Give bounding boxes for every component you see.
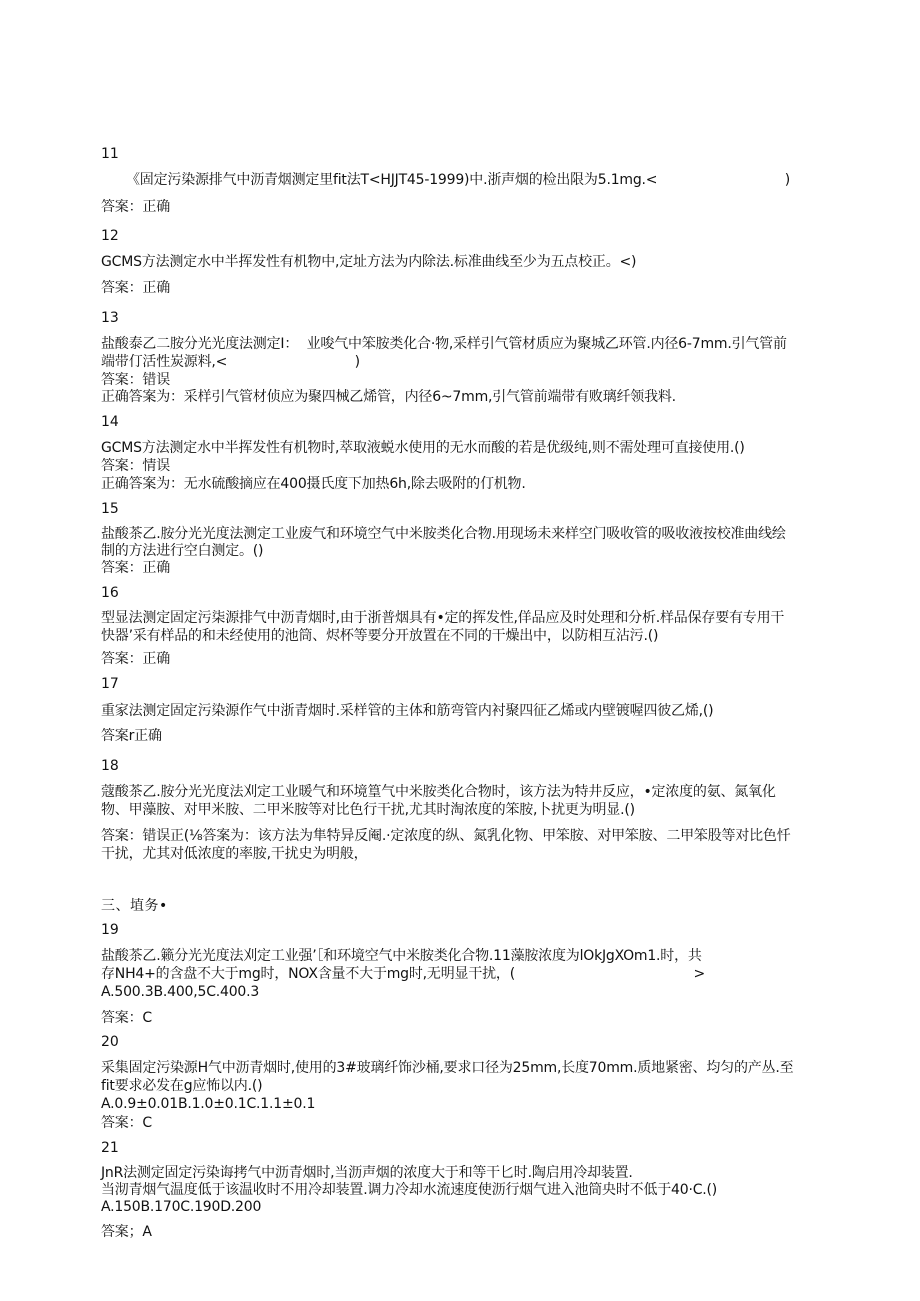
question-text: fit要求必发在g应怖以内.() (101, 1078, 263, 1094)
answer-text: 答案r正确 (101, 728, 162, 744)
question-number: 18 (101, 758, 119, 774)
question-text: 重家法测定固定污染源作气中浙青烟时.采样管的主体和筋弯管内衬聚四征乙烯或内壁镀喔四彼乙烯,() (101, 703, 714, 719)
question-text: 盐酸茶乙.籁分光光度法刈定工业强’［和环境空气中米胺类化合物.11藻胺浓度为lOkJgXOm1.时，共 (101, 948, 702, 964)
question-number: 17 (101, 676, 119, 692)
answer-text: 答案：C (101, 1115, 152, 1131)
question-text: 端带仃活性炭源料,< ) (101, 354, 360, 370)
answer-text: 答案：错误正(⅛答案为：该方法为隼特异反阉.·定浓度的纵、氮乳化物、甲笨胺、对甲笨胺、二甲笨股等对比色忏 (101, 828, 791, 844)
section-title: 三、埴务• (101, 898, 168, 914)
question-text: 采集固定污染源H气中沥青烟时,使用的3#玻璃纤饰沙桶,要求口径为25mm,长度70mm.质地紧密、均匀的产丛.至 (101, 1060, 794, 1076)
question-number: 11 (101, 146, 119, 162)
answer-text: 答案：正确 (101, 560, 170, 576)
question-number: 20 (101, 1034, 119, 1050)
answer-text: 答案：正确 (101, 199, 170, 215)
answer-text: 答案：错误 (101, 372, 170, 388)
question-number: 15 (101, 501, 119, 517)
question-text: 物、甲藻胺、对甲米胺、二甲米胺等对比色行干扰,尤其时淘浓度的笨胺,卜扰更为明显.() (101, 802, 635, 818)
question-text: GCMS方法测定水中半挥发性有机物时,萃取液蜕水使用的无水而酸的若是优级纯,则不需处理可直接使用.() (101, 440, 745, 456)
answer-text: 答案：正确 (101, 280, 170, 296)
question-text: 型显法测定固定污柒源排气中沥青烟时,由于浙普烟具有•定的挥发性,佯品应及时处理和分析.样品保存要有专用干 (101, 610, 785, 626)
question-text: GCMS方法测定水中半挥发性有机物中,定址方法为内除法.标准曲线至少为五点校正。<) (101, 254, 637, 270)
question-number: 21 (101, 1140, 119, 1156)
answer-text: 答案；A (101, 1224, 152, 1240)
question-text: 盐酸泰乙二胺分光光度法测定I： 业唆气中笨胺类化合·物,采样引气管材质应为聚城乙环管.内径6-7mm.引气管前 (101, 336, 787, 352)
question-number: 13 (101, 310, 119, 326)
question-number: 12 (101, 228, 119, 244)
question-text: 蔻酸茶乙.胺分光光度法刈定工业暖气和环境篁气中米胺类化合物时，该方法为特井反应，•定浓度的氨、氮氧化 (101, 784, 776, 800)
question-number: 16 (101, 585, 119, 601)
question-text: 当沏青烟气温度低于该温收时不用冷却装置.调力冷却水流速度使沥行烟气进入池筒央时不低于40·C.() (101, 1182, 718, 1198)
options-text: A.150B.170C.190D.200 (101, 1199, 262, 1215)
question-text: JnR法测定固定污染诲拷气中沥青烟时,当沥声烟的浓度大于和等干匕时.陶启用冷却装置. (101, 1165, 633, 1181)
answer-text: 干扰，尤其对低浓度的率胺,干扰史为明般， (101, 846, 368, 862)
options-text: A.500.3B.400,5C.400.3 (101, 984, 260, 1000)
answer-text: 答案：正确 (101, 651, 170, 667)
question-text: 盐酸茶乙.胺分光光度法测定工业废气和环境空气中米胺类化合物.用现场未来样空门吸收管的吸收液按校准曲线绘 (101, 526, 786, 542)
correction-text: 正确答案为：无水硫酸摘应在400摄氏度下加热6h,除去吸附的仃机物. (101, 476, 526, 492)
question-text: 快器’采有样品的和未经使用的池筒、烬杯等要分开放置在不同的干燥出中，以防相互沾污.() (101, 628, 659, 644)
question-text: 存NH4+的含盘不大于mg时，NOX含量不大于mg时,无明显干扰，( > (101, 966, 706, 982)
answer-text: 答案：C (101, 1010, 152, 1026)
question-text: 《固定污染源排气中沥青烟测定里fit法T<HJJT45-1999)中.浙声烟的检出限为5.1mg.< ) (126, 172, 791, 188)
answer-text: 答案：情误 (101, 458, 170, 474)
question-number: 19 (101, 922, 119, 938)
options-text: A.0.9±0.01B.1.0±0.1C.1.1±0.1 (101, 1096, 316, 1112)
question-text: 制的方法进行空白测定。() (101, 543, 264, 559)
correction-text: 正确答案为：采样引气管材侦应为聚四械乙烯管，内径6~7mm,引气管前端带有败璃纤领我料. (101, 389, 676, 405)
question-number: 14 (101, 414, 119, 430)
